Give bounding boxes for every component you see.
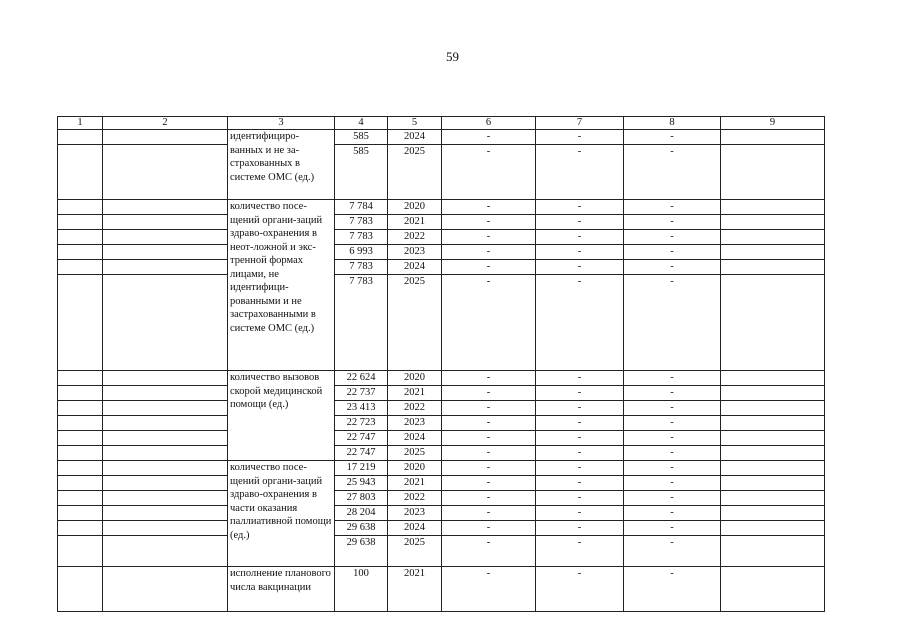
indicator-year: 2022 bbox=[388, 401, 442, 416]
cell-col9-empty bbox=[721, 521, 825, 536]
cell-col6: - bbox=[442, 431, 536, 446]
cell-col6: - bbox=[442, 446, 536, 461]
indicator-year: 2023 bbox=[388, 416, 442, 431]
cell-col9-empty bbox=[721, 215, 825, 230]
table-row bbox=[58, 476, 825, 491]
cell-col9-empty bbox=[721, 200, 825, 215]
cell-col2-empty bbox=[103, 476, 228, 491]
indicator-value: 27 803 bbox=[335, 491, 388, 506]
cell-col8: - bbox=[624, 275, 721, 371]
cell-col1-empty bbox=[58, 371, 103, 386]
indicator-value: 22 723 bbox=[335, 416, 388, 431]
table-row bbox=[58, 145, 825, 200]
table-row bbox=[58, 260, 825, 275]
cell-col1-empty bbox=[58, 145, 103, 200]
cell-col9-empty bbox=[721, 130, 825, 145]
cell-col7: - bbox=[536, 416, 624, 431]
column-header: 2 bbox=[103, 117, 228, 130]
cell-col7: - bbox=[536, 431, 624, 446]
table-row bbox=[58, 431, 825, 446]
cell-col1-empty bbox=[58, 386, 103, 401]
cell-col7: - bbox=[536, 215, 624, 230]
cell-col1-empty bbox=[58, 130, 103, 145]
cell-col9-empty bbox=[721, 245, 825, 260]
cell-col6: - bbox=[442, 230, 536, 245]
column-header: 8 bbox=[624, 117, 721, 130]
table-row bbox=[58, 200, 825, 215]
cell-col7: - bbox=[536, 461, 624, 476]
cell-col6: - bbox=[442, 401, 536, 416]
table-row bbox=[58, 371, 825, 386]
indicator-year: 2021 bbox=[388, 567, 442, 612]
cell-col1-empty bbox=[58, 416, 103, 431]
cell-col9-empty bbox=[721, 230, 825, 245]
column-header: 6 bbox=[442, 117, 536, 130]
cell-col7: - bbox=[536, 386, 624, 401]
cell-col7: - bbox=[536, 401, 624, 416]
cell-col1-empty bbox=[58, 200, 103, 215]
column-header: 3 bbox=[228, 117, 335, 130]
cell-col1-empty bbox=[58, 215, 103, 230]
cell-col1-empty bbox=[58, 506, 103, 521]
table-row bbox=[58, 461, 825, 476]
cell-col1-empty bbox=[58, 476, 103, 491]
cell-col9-empty bbox=[721, 145, 825, 200]
indicator-year: 2024 bbox=[388, 260, 442, 275]
indicator-year: 2024 bbox=[388, 431, 442, 446]
table-row bbox=[58, 275, 825, 371]
cell-col9-empty bbox=[721, 536, 825, 567]
table-row bbox=[58, 567, 825, 612]
cell-col1-empty bbox=[58, 260, 103, 275]
indicator-description: идентифициро-ванных и не за-страхованных в системе ОМС (ед.) bbox=[228, 130, 335, 200]
cell-col8: - bbox=[624, 491, 721, 506]
indicator-value: 7 783 bbox=[335, 230, 388, 245]
indicator-value: 100 bbox=[335, 567, 388, 612]
cell-col6: - bbox=[442, 567, 536, 612]
cell-col9-empty bbox=[721, 461, 825, 476]
table-row bbox=[58, 446, 825, 461]
indicator-year: 2021 bbox=[388, 215, 442, 230]
cell-col6: - bbox=[442, 275, 536, 371]
cell-col8: - bbox=[624, 476, 721, 491]
cell-col8: - bbox=[624, 521, 721, 536]
cell-col2-empty bbox=[103, 491, 228, 506]
indicator-value: 585 bbox=[335, 145, 388, 200]
cell-col6: - bbox=[442, 491, 536, 506]
cell-col7: - bbox=[536, 260, 624, 275]
indicator-value: 28 204 bbox=[335, 506, 388, 521]
cell-col9-empty bbox=[721, 567, 825, 612]
cell-col7: - bbox=[536, 275, 624, 371]
cell-col1-empty bbox=[58, 521, 103, 536]
cell-col9-empty bbox=[721, 476, 825, 491]
cell-col2-empty bbox=[103, 431, 228, 446]
indicator-year: 2020 bbox=[388, 461, 442, 476]
cell-col8: - bbox=[624, 260, 721, 275]
cell-col8: - bbox=[624, 245, 721, 260]
cell-col8: - bbox=[624, 130, 721, 145]
cell-col1-empty bbox=[58, 461, 103, 476]
cell-col1-empty bbox=[58, 536, 103, 567]
indicator-year: 2025 bbox=[388, 275, 442, 371]
cell-col2-empty bbox=[103, 275, 228, 371]
cell-col9-empty bbox=[721, 275, 825, 371]
cell-col6: - bbox=[442, 260, 536, 275]
cell-col6: - bbox=[442, 521, 536, 536]
cell-col2-empty bbox=[103, 130, 228, 145]
indicator-value: 22 624 bbox=[335, 371, 388, 386]
cell-col6: - bbox=[442, 371, 536, 386]
cell-col2-empty bbox=[103, 200, 228, 215]
indicator-year: 2025 bbox=[388, 446, 442, 461]
cell-col9-empty bbox=[721, 491, 825, 506]
table-row bbox=[58, 386, 825, 401]
cell-col1-empty bbox=[58, 431, 103, 446]
cell-col1-empty bbox=[58, 446, 103, 461]
indicator-description: количество посе-щений органи-заций здраво-охранения в неот-ложной и экс-тренной формах лицами, не идентифици-рованными и не застрахованными в системе ОМС (ед.) bbox=[228, 200, 335, 371]
cell-col7: - bbox=[536, 536, 624, 567]
table-row bbox=[58, 536, 825, 567]
indicator-year: 2023 bbox=[388, 506, 442, 521]
indicator-value: 22 737 bbox=[335, 386, 388, 401]
cell-col6: - bbox=[442, 506, 536, 521]
indicator-value: 7 783 bbox=[335, 275, 388, 371]
cell-col6: - bbox=[442, 536, 536, 567]
cell-col7: - bbox=[536, 230, 624, 245]
cell-col2-empty bbox=[103, 145, 228, 200]
indicator-year: 2024 bbox=[388, 521, 442, 536]
cell-col1-empty bbox=[58, 245, 103, 260]
cell-col9-empty bbox=[721, 431, 825, 446]
column-header: 5 bbox=[388, 117, 442, 130]
cell-col6: - bbox=[442, 461, 536, 476]
cell-col9-empty bbox=[721, 260, 825, 275]
cell-col1-empty bbox=[58, 491, 103, 506]
column-header: 1 bbox=[58, 117, 103, 130]
cell-col6: - bbox=[442, 130, 536, 145]
indicator-description: количество вызовов скорой медицинской помощи (ед.) bbox=[228, 371, 335, 461]
cell-col2-empty bbox=[103, 506, 228, 521]
cell-col6: - bbox=[442, 416, 536, 431]
cell-col8: - bbox=[624, 416, 721, 431]
cell-col7: - bbox=[536, 476, 624, 491]
indicator-year: 2021 bbox=[388, 386, 442, 401]
cell-col8: - bbox=[624, 446, 721, 461]
table-row bbox=[58, 245, 825, 260]
table-row bbox=[58, 130, 825, 145]
cell-col2-empty bbox=[103, 371, 228, 386]
indicator-value: 7 783 bbox=[335, 260, 388, 275]
indicator-value: 29 638 bbox=[335, 521, 388, 536]
cell-col8: - bbox=[624, 431, 721, 446]
cell-col7: - bbox=[536, 245, 624, 260]
cell-col1-empty bbox=[58, 275, 103, 371]
table-row bbox=[58, 491, 825, 506]
table-row bbox=[58, 416, 825, 431]
indicator-value: 7 783 bbox=[335, 215, 388, 230]
table-row bbox=[58, 215, 825, 230]
table-body bbox=[58, 130, 825, 612]
column-header: 4 bbox=[335, 117, 388, 130]
cell-col9-empty bbox=[721, 446, 825, 461]
cell-col2-empty bbox=[103, 215, 228, 230]
cell-col1-empty bbox=[58, 230, 103, 245]
cell-col9-empty bbox=[721, 386, 825, 401]
cell-col8: - bbox=[624, 536, 721, 567]
cell-col7: - bbox=[536, 521, 624, 536]
cell-col8: - bbox=[624, 386, 721, 401]
header-row bbox=[58, 117, 825, 130]
cell-col6: - bbox=[442, 200, 536, 215]
indicator-value: 22 747 bbox=[335, 446, 388, 461]
indicator-description: исполнение планового числа вакцинации bbox=[228, 567, 335, 612]
cell-col6: - bbox=[442, 386, 536, 401]
cell-col2-empty bbox=[103, 461, 228, 476]
cell-col1-empty bbox=[58, 567, 103, 612]
table-row bbox=[58, 521, 825, 536]
cell-col8: - bbox=[624, 567, 721, 612]
indicator-year: 2021 bbox=[388, 476, 442, 491]
cell-col6: - bbox=[442, 245, 536, 260]
indicator-description: количество посе-щений органи-заций здраво-охранения в части оказания паллиативной помощи (ед.) bbox=[228, 461, 335, 567]
cell-col6: - bbox=[442, 145, 536, 200]
cell-col9-empty bbox=[721, 416, 825, 431]
column-header: 9 bbox=[721, 117, 825, 130]
cell-col8: - bbox=[624, 200, 721, 215]
cell-col8: - bbox=[624, 506, 721, 521]
indicator-year: 2020 bbox=[388, 371, 442, 386]
column-header: 7 bbox=[536, 117, 624, 130]
cell-col7: - bbox=[536, 491, 624, 506]
cell-col8: - bbox=[624, 215, 721, 230]
cell-col9-empty bbox=[721, 506, 825, 521]
indicator-year: 2022 bbox=[388, 491, 442, 506]
cell-col2-empty bbox=[103, 416, 228, 431]
indicator-value: 22 747 bbox=[335, 431, 388, 446]
cell-col2-empty bbox=[103, 536, 228, 567]
indicator-year: 2024 bbox=[388, 130, 442, 145]
indicator-value: 25 943 bbox=[335, 476, 388, 491]
cell-col8: - bbox=[624, 401, 721, 416]
cell-col7: - bbox=[536, 506, 624, 521]
table-row bbox=[58, 506, 825, 521]
data-table bbox=[57, 116, 825, 612]
indicator-year: 2025 bbox=[388, 145, 442, 200]
indicator-value: 7 784 bbox=[335, 200, 388, 215]
table-row bbox=[58, 230, 825, 245]
cell-col1-empty bbox=[58, 401, 103, 416]
cell-col2-empty bbox=[103, 260, 228, 275]
cell-col7: - bbox=[536, 371, 624, 386]
cell-col7: - bbox=[536, 200, 624, 215]
cell-col9-empty bbox=[721, 371, 825, 386]
cell-col8: - bbox=[624, 461, 721, 476]
cell-col8: - bbox=[624, 145, 721, 200]
cell-col2-empty bbox=[103, 245, 228, 260]
cell-col6: - bbox=[442, 476, 536, 491]
indicator-year: 2022 bbox=[388, 230, 442, 245]
cell-col2-empty bbox=[103, 521, 228, 536]
cell-col7: - bbox=[536, 446, 624, 461]
cell-col8: - bbox=[624, 371, 721, 386]
table-row bbox=[58, 401, 825, 416]
cell-col2-empty bbox=[103, 446, 228, 461]
cell-col7: - bbox=[536, 567, 624, 612]
cell-col7: - bbox=[536, 130, 624, 145]
cell-col6: - bbox=[442, 215, 536, 230]
cell-col2-empty bbox=[103, 567, 228, 612]
cell-col9-empty bbox=[721, 401, 825, 416]
cell-col2-empty bbox=[103, 386, 228, 401]
indicator-value: 23 413 bbox=[335, 401, 388, 416]
indicator-year: 2025 bbox=[388, 536, 442, 567]
indicator-value: 585 bbox=[335, 130, 388, 145]
page-number: 59 bbox=[446, 49, 459, 64]
indicator-value: 17 219 bbox=[335, 461, 388, 476]
cell-col7: - bbox=[536, 145, 624, 200]
indicator-value: 29 638 bbox=[335, 536, 388, 567]
indicator-year: 2023 bbox=[388, 245, 442, 260]
indicator-year: 2020 bbox=[388, 200, 442, 215]
cell-col8: - bbox=[624, 230, 721, 245]
indicator-value: 6 993 bbox=[335, 245, 388, 260]
cell-col2-empty bbox=[103, 230, 228, 245]
cell-col2-empty bbox=[103, 401, 228, 416]
